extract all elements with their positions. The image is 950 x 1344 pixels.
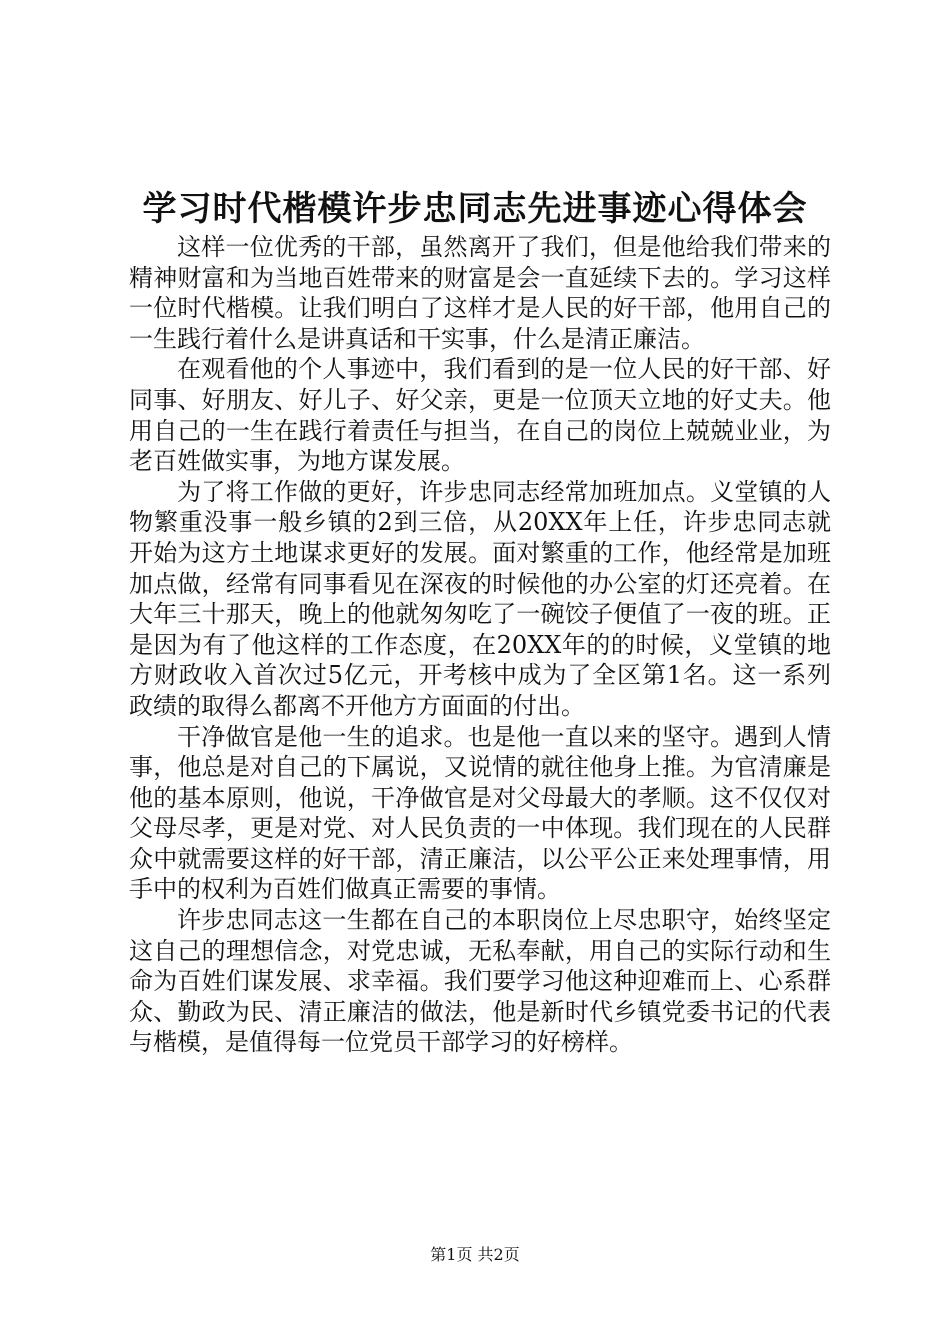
paragraph-1: 这样一位优秀的干部，虽然离开了我们，但是他给我们带来的精神财富和为当地百姓带来的财富是会一直延续下去的。学习这样一位时代楷模。让我们明白了这样才是人民的好干部，他用自己的一生践行着什么是讲真话和干实事，什么是清正廉洁。 xyxy=(129,233,831,353)
paragraph-4: 干净做官是他一生的追求。也是他一直以来的坚守。遇到人情事，他总是对自己的下属说，又说情的就往他身上推。为官清廉是他的基本原则，他说，干净做官是对父母最大的孝顺。这不仅仅对父母尽孝，更是对党、对人民负责的一中体现。我们现在的人民群众中就需要这样的好干部，清正廉洁，以公平公正来处理事情，用手中的权利为百姓们做真正需要的事情。 xyxy=(129,722,831,904)
document-title: 学习时代楷模许步忠同志先进事迹心得体会 xyxy=(142,189,808,229)
page-number-footer: 第1页 共2页 xyxy=(430,1245,520,1264)
document-body xyxy=(129,232,831,1058)
paragraph-2: 在观看他的个人事迹中，我们看到的是一位人民的好干部、好同事、好朋友、好儿子、好父亲，更是一位顶天立地的好丈夫。他用自己的一生在践行着责任与担当，在自己的岗位上兢兢业业，为老百姓做实事，为地方谋发展。 xyxy=(129,355,831,476)
paragraph-5: 许步忠同志这一生都在自己的本职岗位上尽忠职守，始终坚定这自己的理想信念，对党忠诚，无私奉献，用自己的实际行动和生命为百姓们谋发展、求幸福。我们要学习他这种迎难而上、心系群众、勤政为民、清正廉洁的做法，他是新时代乡镇党委书记的代表与楷模，是值得每一位党员干部学习的好榜样。 xyxy=(129,906,831,1057)
paragraph-3: 为了将工作做的更好，许步忠同志经常加班加点。义堂镇的人物繁重没事一般乡镇的2到三倍，从20XX年上任，许步忠同志就开始为这方土地谋求更好的发展。面对繁重的工作，他经常是加班加点做，经常有同事看见在深夜的时候他的办公室的灯还亮着。在大年三十那天，晚上的他就匆匆吃了一碗饺子便值了一夜的班。正是因为有了他这样的工作态度，在20XX年的的时候，义堂镇的地方财政收入首次过5亿元，开考核中成为了全区第1名。这一系列政绩的取得么都离不开他方方面面的付出。 xyxy=(129,477,831,720)
